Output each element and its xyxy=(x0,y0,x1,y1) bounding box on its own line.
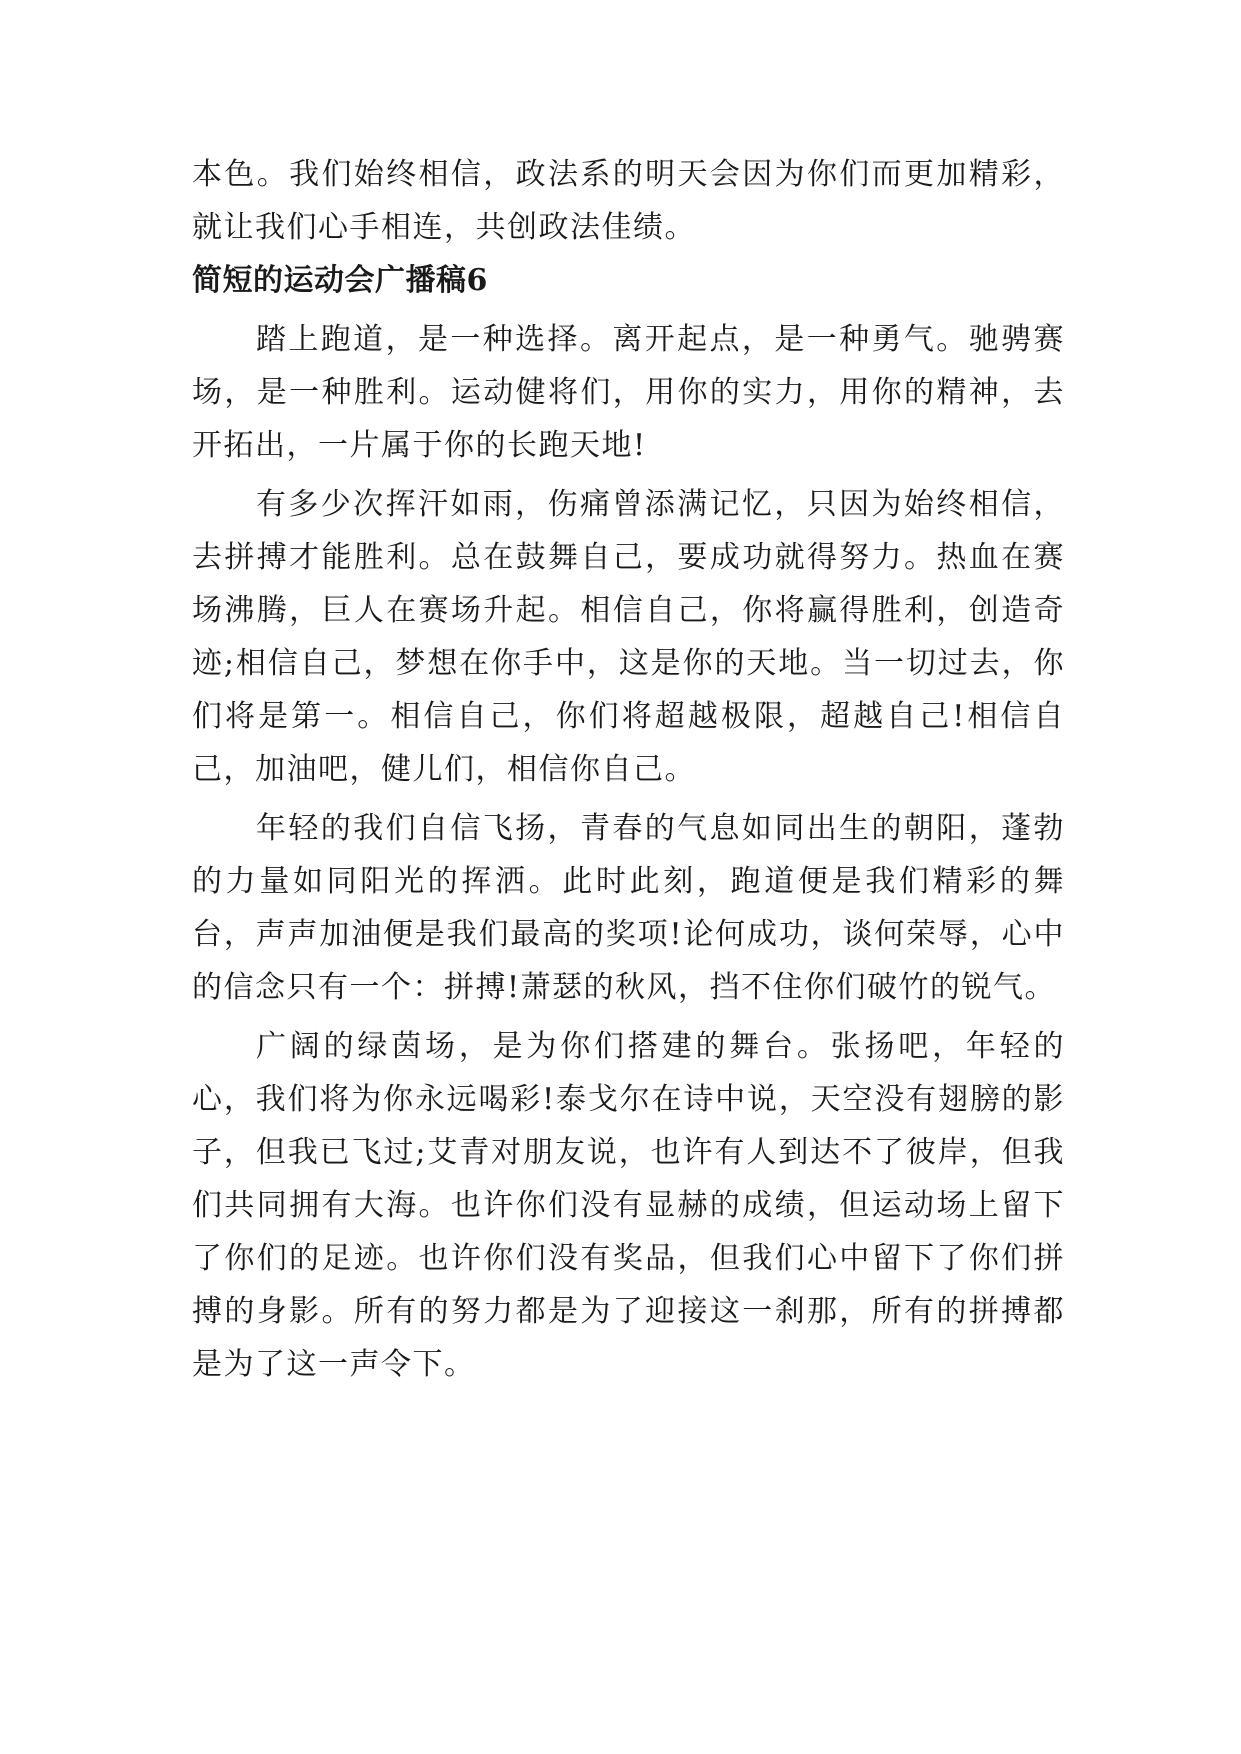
paragraph-2: 有多少次挥汗如雨，伤痛曾添满记忆，只因为始终相信，去拼搏才能胜利。总在鼓舞自己，要成功就得努力。热血在赛场沸腾，巨人在赛场升起。相信自己，你将赢得胜利，创造奇迹;相信自己，梦想在你手中，这是你的天地。当一切过去，你们将是第一。相信自己，你们将超越极限，超越自己!相信自己，加油吧，健儿们，相信你自己。 xyxy=(192,487,1065,787)
paragraph-1: 踏上跑道，是一种选择。离开起点，是一种勇气。驰骋赛场，是一种胜利。运动健将们，用你的实力，用你的精神，去开拓出，一片属于你的长跑天地! xyxy=(192,322,1065,463)
paragraph-3: 年轻的我们自信飞扬，青春的气息如同出生的朝阳，蓬勃的力量如同阳光的挥洒。此时此刻，跑道便是我们精彩的舞台，声声加油便是我们最高的奖项!论何成功，谈何荣辱，心中的信念只有一个：拼搏!萧瑟的秋风，挡不住你们破竹的锐气。 xyxy=(192,811,1065,1005)
section-heading: 简短的运动会广播稿6 xyxy=(192,263,488,298)
paragraph-continuation: 本色。我们始终相信，政法系的明天会因为你们而更加精彩，就让我们心手相连，共创政法佳绩。 xyxy=(192,157,1065,245)
paragraph-4: 广阔的绿茵场，是为你们搭建的舞台。张扬吧，年轻的心，我们将为你永远喝彩!泰戈尔在诗中说，天空没有翅膀的影子，但我已飞过;艾青对朋友说，也许有人到达不了彼岸，但我们共同拥有大海。也许你们没有显赫的成绩，但运动场上留下了你们的足迹。也许你们没有奖品，但我们心中留下了你们拼搏的身影。所有的努力都是为了迎接这一刹那，所有的拼搏都是为了这一声令下。 xyxy=(192,1029,1065,1382)
